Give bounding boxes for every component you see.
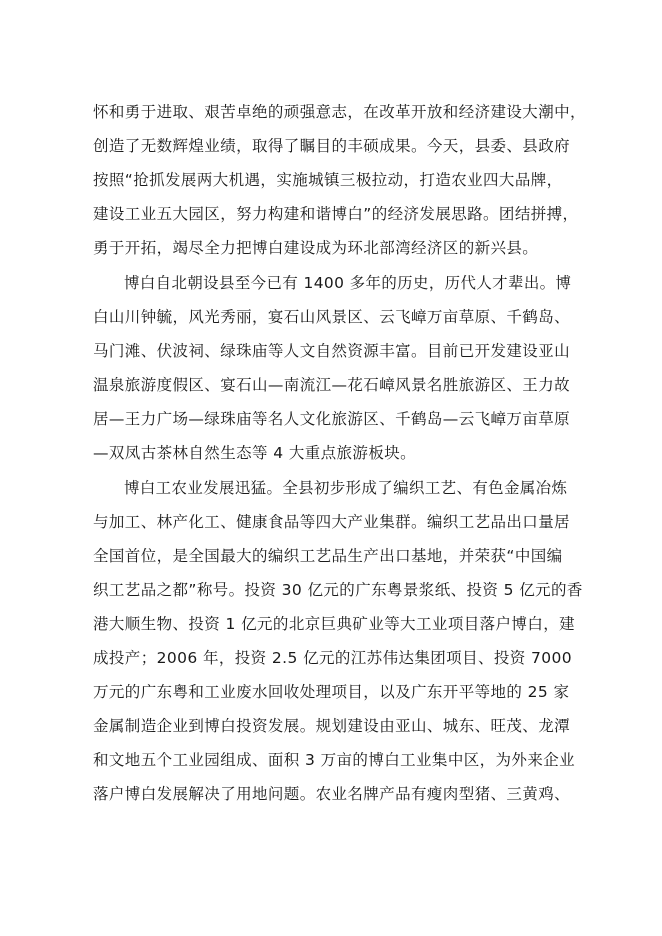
- text-line: 温泉旅游度假区、宴石山—南流江—花石嶂风景名胜旅游区、王力故: [93, 376, 571, 394]
- text-line: 和文地五个工业园组成、面积 3 万亩的博白工业集中区，为外来企业: [93, 751, 576, 769]
- text-line: —双凤古茶林自然生态等 4 大重点旅游板块。: [93, 444, 417, 462]
- text-line: 与加工、林产化工、健康食品等四大产业集群。编织工艺品出口量居: [93, 513, 571, 531]
- text-line: 创造了无数辉煌业绩，取得了瞩目的丰硕成果。今天，县委、县政府: [93, 137, 571, 155]
- text-line: 居—王力广场—绿珠庙等名人文化旅游区、千鹤岛—云飞嶂万亩草原: [93, 410, 571, 428]
- paragraph-first-line: 博白自北朝设县至今已有 1400 多年的历史，历代人才辈出。博: [124, 274, 572, 292]
- text-line: 按照“抢抓发展两大机遇，实施城镇三极拉动，打造农业四大品牌，: [93, 171, 563, 189]
- text-line: 马门滩、伏波祠、绿珠庙等人文自然资源丰富。目前已开发建设亚山: [93, 342, 571, 360]
- text-line: 织工艺品之都”称号。投资 30 亿元的广东粤景浆纸、投资 5 亿元的香: [93, 581, 583, 599]
- text-line: 建设工业五大园区，努力构建和谐博白”的经济发展思路。团结拼搏，: [93, 205, 579, 223]
- text-line: 勇于开拓，竭尽全力把博白建设成为环北部湾经济区的新兴县。: [93, 239, 539, 257]
- text-line: 成投产；2006 年，投资 2.5 亿元的江苏伟达集团项目、投资 7000: [93, 649, 573, 667]
- text-line: 落户博白发展解决了用地问题。农业名牌产品有瘦肉型猪、三黄鸡、: [93, 785, 571, 803]
- text-line: 港大顺生物、投资 1 亿元的北京巨典矿业等大工业项目落户博白，建: [93, 615, 576, 633]
- text-line: 万元的广东粤和工业废水回收处理项目，以及广东开平等地的 25 家: [93, 683, 570, 701]
- text-line: 全国首位，是全国最大的编织工艺品生产出口基地，并荣获“中国编: [93, 547, 563, 565]
- text-line: 怀和勇于进取、艰苦卓绝的顽强意志，在改革开放和经济建设大潮中，: [93, 103, 586, 121]
- text-line: 金属制造企业到博白投资发展。规划建设由亚山、城东、旺茂、龙潭: [93, 717, 571, 735]
- paragraph-first-line: 博白工农业发展迅猛。全县初步形成了编织工艺、有色金属冶炼: [124, 479, 568, 497]
- text-line: 白山川钟毓，风光秀丽，宴石山风景区、云飞嶂万亩草原、千鹤岛、: [93, 308, 571, 326]
